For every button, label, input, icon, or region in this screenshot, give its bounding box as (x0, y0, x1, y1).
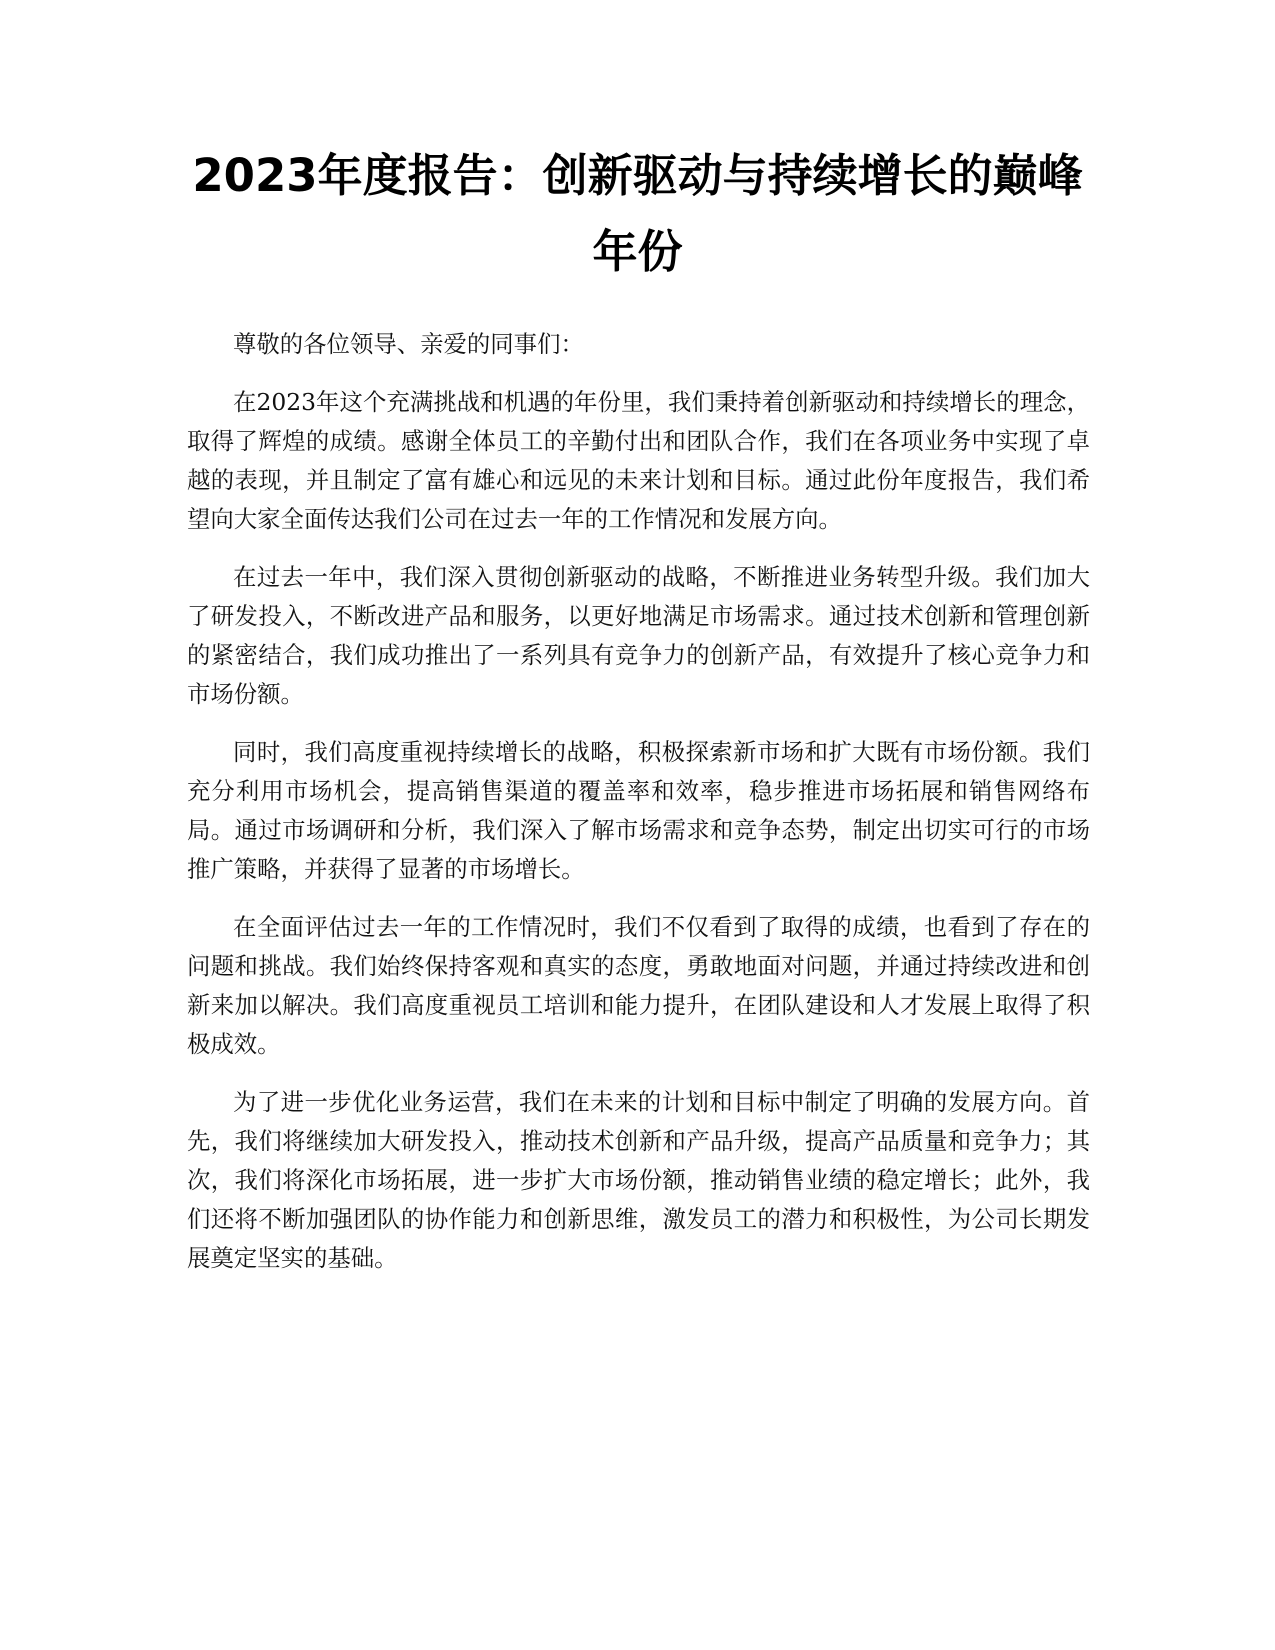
paragraph-evaluation: 在全面评估过去一年的工作情况时，我们不仅看到了取得的成绩，也看到了存在的问题和挑战。我们始终保持客观和真实的态度，勇敢地面对问题，并通过持续改进和创新来加以解决。我们高度重视员工培训和能力提升，在团队建设和人才发展上取得了积极成效。 (187, 913, 1090, 1058)
paragraph-intro: 在2023年这个充满挑战和机遇的年份里，我们秉持着创新驱动和持续增长的理念，取得了辉煌的成绩。感谢全体员工的辛勤付出和团队合作，我们在各项业务中实现了卓越的表现，并且制定了富有雄心和远见的未来计划和目标。通过此份年度报告，我们希望向大家全面传达我们公司在过去一年的工作情况和发展方向。 (187, 388, 1090, 533)
document-title: 2023年度报告：创新驱动与持续增长的巅峰年份 (192, 149, 1083, 278)
document-body (187, 325, 1090, 1297)
salutation: 尊敬的各位领导、亲爱的同事们： (233, 330, 584, 358)
paragraph-future-plan: 为了进一步优化业务运营，我们在未来的计划和目标中制定了明确的发展方向。首先，我们将继续加大研发投入，推动技术创新和产品升级，提高产品质量和竞争力；其次，我们将深化市场拓展，进一步扩大市场份额，推动销售业绩的稳定增长；此外，我们还将不断加强团队的协作能力和创新思维，激发员工的潜力和积极性，为公司长期发展奠定坚实的基础。 (187, 1088, 1090, 1272)
paragraph-innovation: 在过去一年中，我们深入贯彻创新驱动的战略，不断推进业务转型升级。我们加大了研发投入，不断改进产品和服务，以更好地满足市场需求。通过技术创新和管理创新的紧密结合，我们成功推出了一系列具有竞争力的创新产品，有效提升了核心竞争力和市场份额。 (187, 563, 1090, 708)
paragraph-growth: 同时，我们高度重视持续增长的战略，积极探索新市场和扩大既有市场份额。我们充分利用市场机会，提高销售渠道的覆盖率和效率，稳步推进市场拓展和销售网络布局。通过市场调研和分析，我们深入了解市场需求和竞争态势，制定出切实可行的市场推广策略，并获得了显著的市场增长。 (187, 738, 1090, 883)
